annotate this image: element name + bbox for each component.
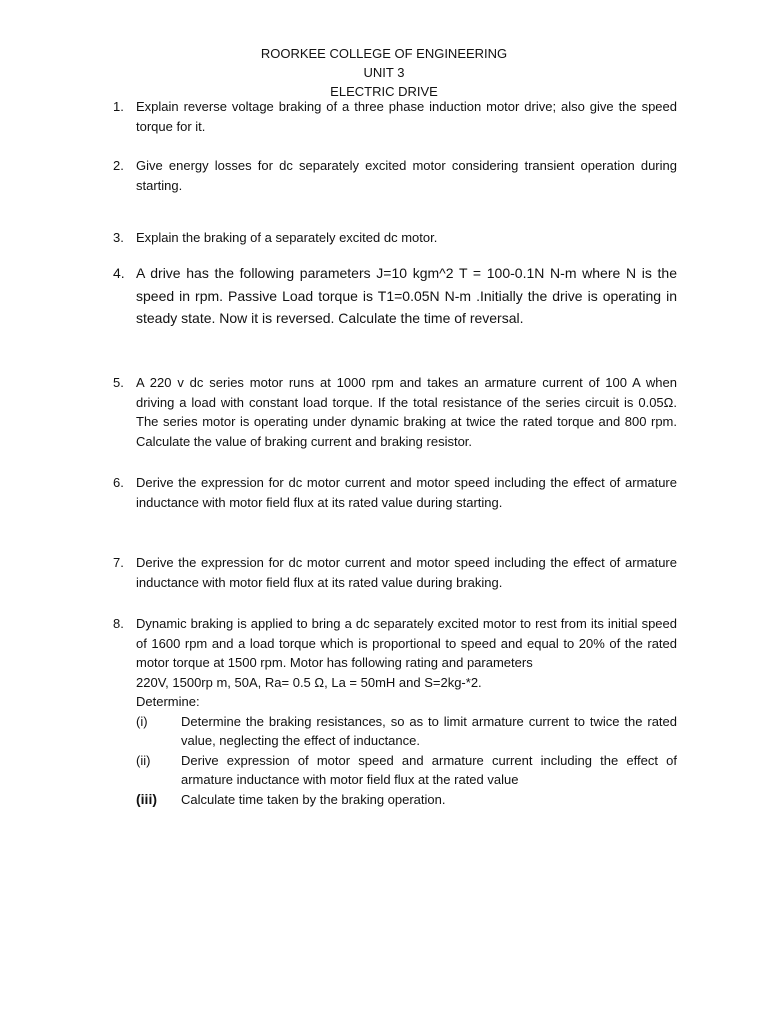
question-8: [113, 614, 677, 809]
document-header: [0, 44, 768, 101]
question-number: 5.: [113, 375, 124, 390]
question-6: [113, 473, 677, 512]
question-text: Explain the braking of a separately excited dc motor.: [136, 230, 438, 245]
subpart-text: Derive expression of motor speed and armature current including the effect of armature inductance with motor field flux at the rated value: [181, 752, 677, 787]
question-number: 3.: [113, 230, 124, 245]
question-number: 6.: [113, 475, 124, 490]
unit-label: UNIT 3: [363, 65, 405, 80]
question-1: [113, 97, 677, 136]
question-7: [113, 553, 677, 592]
question-number: 2.: [113, 158, 124, 173]
determine-label: Determine:: [136, 694, 200, 709]
question-2: [113, 156, 677, 195]
subpart-text: Determine the braking resistances, so as to limit armature current to twice the rated value, neglecting the effect of inductance.: [181, 713, 677, 748]
subpart-number: (iii): [136, 790, 157, 807]
question-text: Explain reverse voltage braking of a three phase induction motor drive; also give the speed torque for it.: [136, 99, 677, 134]
question-number: 7.: [113, 555, 124, 570]
question-text: Derive the expression for dc motor current and motor speed including the effect of armature inductance with motor field flux at its rated value during starting.: [136, 475, 677, 510]
question-body: [136, 614, 677, 809]
question-number: 8.: [113, 616, 124, 631]
question-text: Give energy losses for dc separately excited motor considering transient operation during starting.: [136, 158, 677, 193]
subpart-number: (ii): [136, 752, 151, 768]
question-text: A drive has the following parameters J=10 kgm^2 T = 100-0.1N N-m where N is the speed in rpm. Passive Load torque is T1=0.05N N-m .Initially the drive is operating in steady state. Now it is reversed. Calculate the time of reversal.: [136, 265, 677, 326]
subpart-iii: [136, 790, 677, 810]
subpart-text: Calculate time taken by the braking operation.: [181, 791, 446, 807]
question-number: 4.: [113, 265, 125, 281]
college-name: ROORKEE COLLEGE OF ENGINEERING: [260, 46, 508, 61]
question-4: [113, 262, 677, 330]
question-text: Dynamic braking is applied to bring a dc separately excited motor to rest from its initial speed of 1600 rpm and a load torque which is proportional to speed and equal to 20% of the rated motor torque at 1500 rpm. Motor has following rating and parameters: [136, 616, 677, 670]
subpart-number: (i): [136, 713, 148, 729]
question-text: Derive the expression for dc motor current and motor speed including the effect of armature inductance with motor field flux at its rated value during braking.: [136, 555, 677, 590]
question-text: A 220 v dc series motor runs at 1000 rpm and takes an armature current of 100 A when driving a load with constant load torque. If the total resistance of the series circuit is 0.05Ω. The series motor is operating under dynamic braking at twice the rated torque and 800 rpm. Calculate the value of braking current and braking resistor.: [136, 375, 677, 449]
subpart-i: [136, 712, 677, 751]
subpart-ii: [136, 751, 677, 790]
question-5: [113, 373, 677, 451]
question-3: [113, 228, 677, 248]
subject-title: ELECTRIC DRIVE: [330, 84, 438, 99]
question-number: 1.: [113, 99, 124, 114]
motor-parameters: 220V, 1500rp m, 50A, Ra= 0.5 Ω, La = 50mH and S=2kg-*2.: [136, 674, 482, 690]
